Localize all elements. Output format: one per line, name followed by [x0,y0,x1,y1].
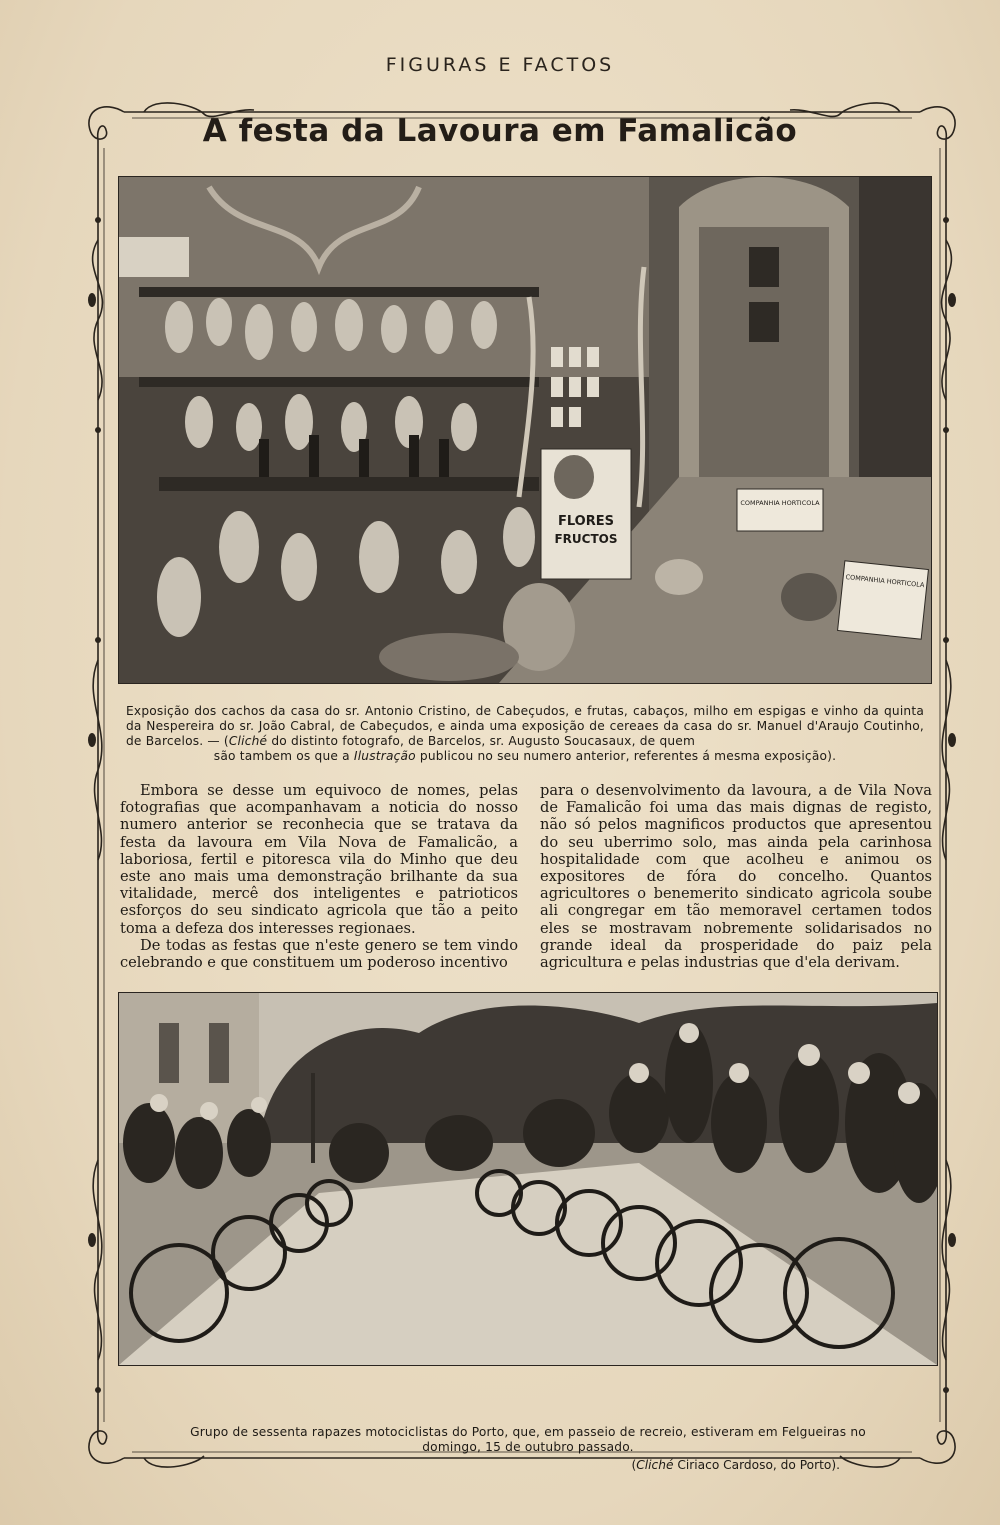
credit-cliche: Cliché [636,1458,674,1472]
poster-label-top: FLORES [557,514,615,529]
article-column-right [540,782,932,971]
motorcyclists-photo-illustration [119,993,937,1365]
article-paragraph: De todas as festas que n'este genero se tem vindo celebrando e que constituem um poderoso incentivo [120,936,518,972]
sign-label-2: COMPANHIA HORTICOLA [845,572,925,590]
caption-1-text: Exposição dos cachos da casa do sr. Antonio Cristino, de Cabeçudos, e frutas, cabaços, milho em espigas e vinho da quinta da Nespereira do sr. João Cabral, de Cabeçudos, e ainda uma exposição de cereaes da casa do sr. Manuel d'Araujo Coutinho, de Barcelos. — ( [126,704,924,748]
exhibition-photo [118,176,932,684]
exhibition-caption [126,704,924,764]
motorcyclists-credit [570,1458,840,1472]
caption-1-text-b: do distinto fotografo, de Barcelos, sr. Augusto Soucasaux, de quem [267,734,696,748]
motorcyclists-caption: Grupo de sessenta rapazes motociclistas do Porto, que, em passeio de recreio, estiveram em Felgueiras no domingo, 15 de outubro passado. [190,1425,866,1454]
article-column-left [120,782,518,971]
credit-open: ( [631,1458,637,1472]
sign-label-1: COMPANHIA HORTICOLA [740,499,820,507]
caption-1-last-b: publicou no seu numero anterior, referentes á mesma exposição). [415,749,837,763]
article-paragraph: para o desenvolvimento da lavoura, a de Vila Nova de Famalicão foi uma das mais dignas de registo, não só pelos magnificos productos que apresentou do seu uberrimo solo, mas ainda pela carinhosa hospitalidade com que acolheu e animou os expositores de fóra do concelho. Quantos agricultores o benemerito sindicato agricola soube ali congregar em tão memoravel certamen todos eles se mostravam nobremente solidarisados no grande ideal da prosperidade do paiz pela agricultura e pelas industrias que d'ela derivam. [540,782,932,972]
caption-1-ilustracao: Ilustração [353,749,416,763]
exhibition-photo-illustration [119,177,931,683]
caption-1-last-a: são tambem os que a [213,749,354,763]
credit-rest: Ciriaco Cardoso, do Porto). [673,1458,840,1472]
poster-label-bottom: FRUCTOS [554,532,618,546]
article-paragraph: Embora se desse um equivoco de nomes, pelas fotografias que acompanhavam a noticia do nosso numero anterior se reconhecia que se tratava da festa da lavoura em Vila Nova de Famalicão, a laboriosa, fertil e pitoresca vila do Minho que deu este ano mais uma demonstração brilhante da sua vitalidade, mercê dos inteligentes e patrioticos esforços do seu sindicato agricola que tão a peito toma a defeza dos interesses regionaes. [120,782,518,937]
article-title: A festa da Lavoura em Famalicão [202,113,798,149]
running-head: FIGURAS E FACTOS [385,54,615,76]
motorcyclists-photo [118,992,938,1366]
caption-1-last-line [126,749,924,764]
caption-1-cliche: Cliché [228,734,268,748]
